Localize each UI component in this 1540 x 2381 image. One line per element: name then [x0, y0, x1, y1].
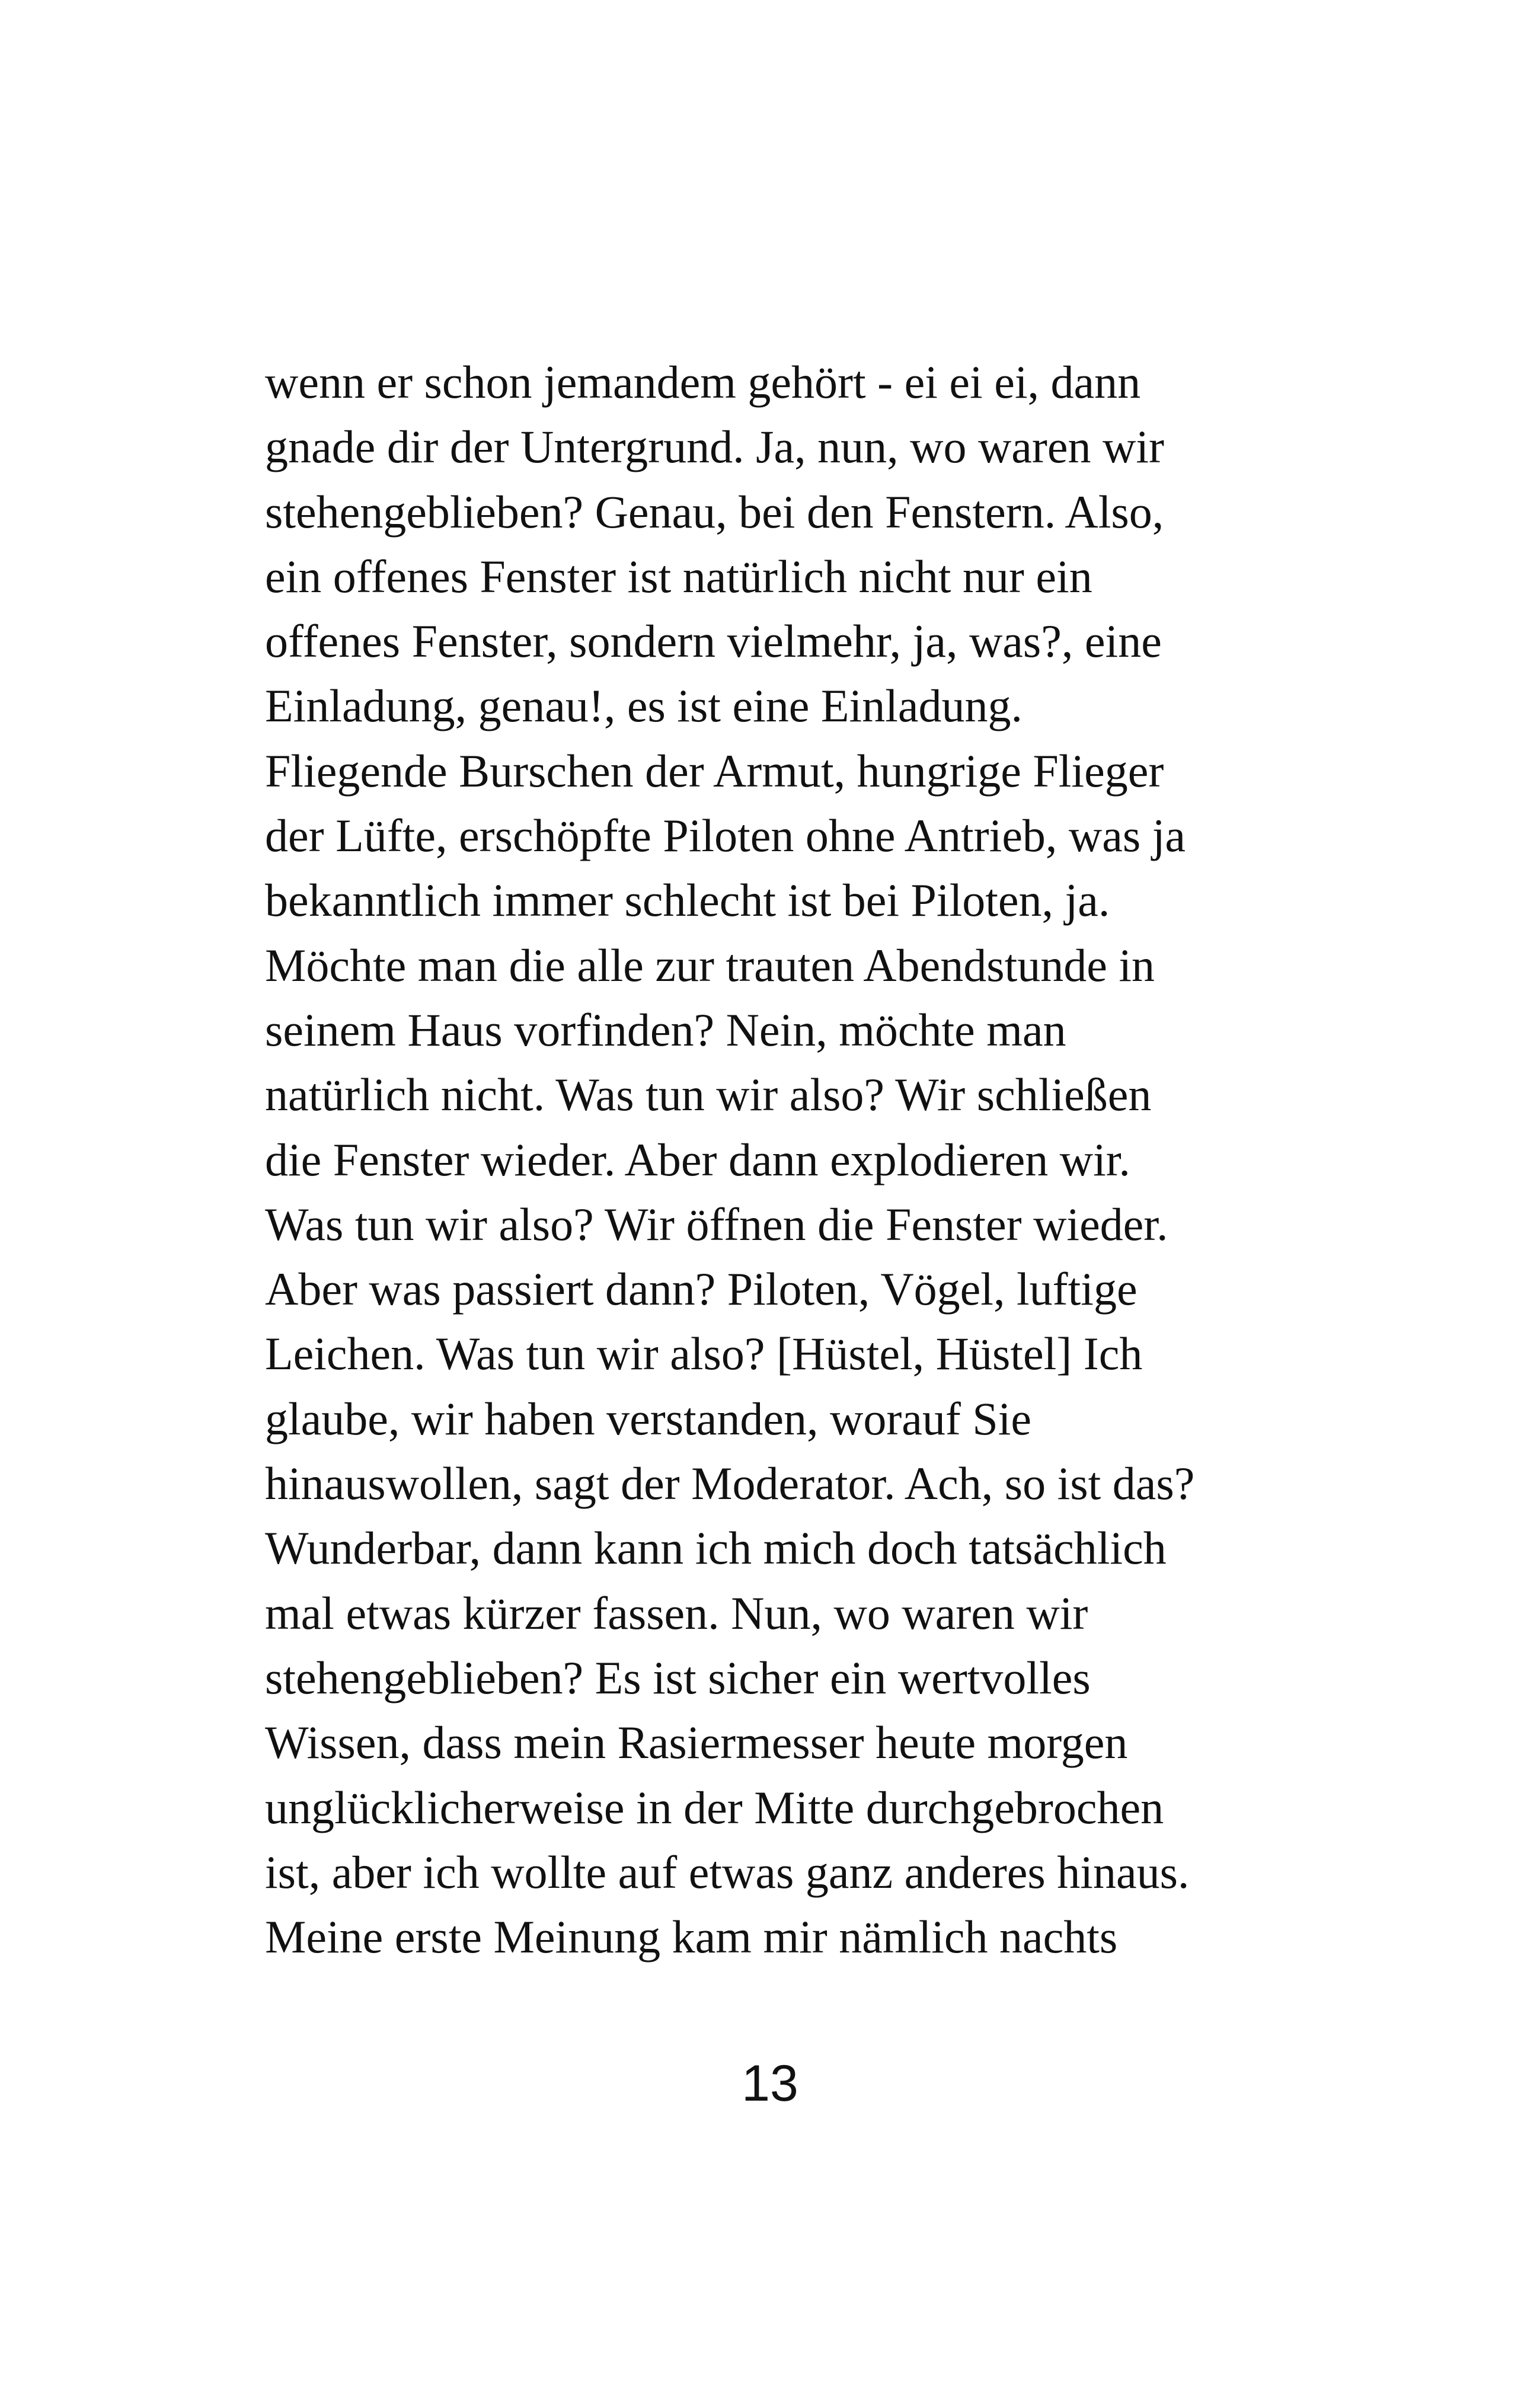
text-line: gnade dir der Untergrund. Ja, nun, wo waren wir [265, 421, 1164, 473]
text-line: Fliegende Burschen der Armut, hungrige Flieger [265, 744, 1164, 797]
text-line: Aber was passiert dann? Piloten, Vögel, luftige [265, 1263, 1138, 1315]
text-line: ein offenes Fenster ist natürlich nicht nur ein [265, 550, 1092, 602]
text-line: bekanntlich immer schlecht ist bei Piloten, ja. [265, 874, 1110, 926]
text-line: Wissen, dass mein Rasiermesser heute morgen [265, 1717, 1128, 1769]
text-line: natürlich nicht. Was tun wir also? Wir schließen [265, 1069, 1152, 1121]
text-line: Leichen. Was tun wir also? [Hüstel, Hüstel] Ich [265, 1328, 1143, 1380]
text-line: offenes Fenster, sondern vielmehr, ja, was?, eine [265, 615, 1162, 667]
text-line: glaube, wir haben verstanden, worauf Sie [265, 1392, 1032, 1444]
text-line: Möchte man die alle zur trauten Abendstunde in [265, 939, 1155, 991]
text-line: hinauswollen, sagt der Moderator. Ach, so ist das? [265, 1458, 1195, 1510]
text-line: stehengeblieben? Es ist sicher ein wertvolles [265, 1651, 1091, 1704]
text-line: Einladung, genau!, es ist eine Einladung. [265, 680, 1023, 732]
text-line: stehengeblieben? Genau, bei den Fenstern. Also, [265, 485, 1164, 538]
text-line: seinem Haus vorfinden? Nein, möchte man [265, 1003, 1066, 1056]
text-line: der Lüfte, erschöpfte Piloten ohne Antrieb, was ja [265, 810, 1186, 862]
page-number: 13 [742, 2055, 798, 2112]
text-line: die Fenster wieder. Aber dann explodieren wir. [265, 1133, 1130, 1185]
body-text [265, 350, 1302, 1969]
text-line: ist, aber ich wollte auf etwas ganz anderes hinaus. [265, 1846, 1190, 1898]
text-line: Meine erste Meinung kam mir nämlich nachts [265, 1911, 1118, 1963]
text-line: unglücklicherweise in der Mitte durchgebrochen [265, 1781, 1164, 1833]
text-line: mal etwas kürzer fassen. Nun, wo waren wir [265, 1587, 1088, 1639]
text-line: wenn er schon jemandem gehört - ei ei ei, dann [265, 356, 1141, 408]
text-line: Wunderbar, dann kann ich mich doch tatsächlich [265, 1522, 1167, 1574]
text-line: Was tun wir also? Wir öffnen die Fenster wieder. [265, 1198, 1168, 1250]
